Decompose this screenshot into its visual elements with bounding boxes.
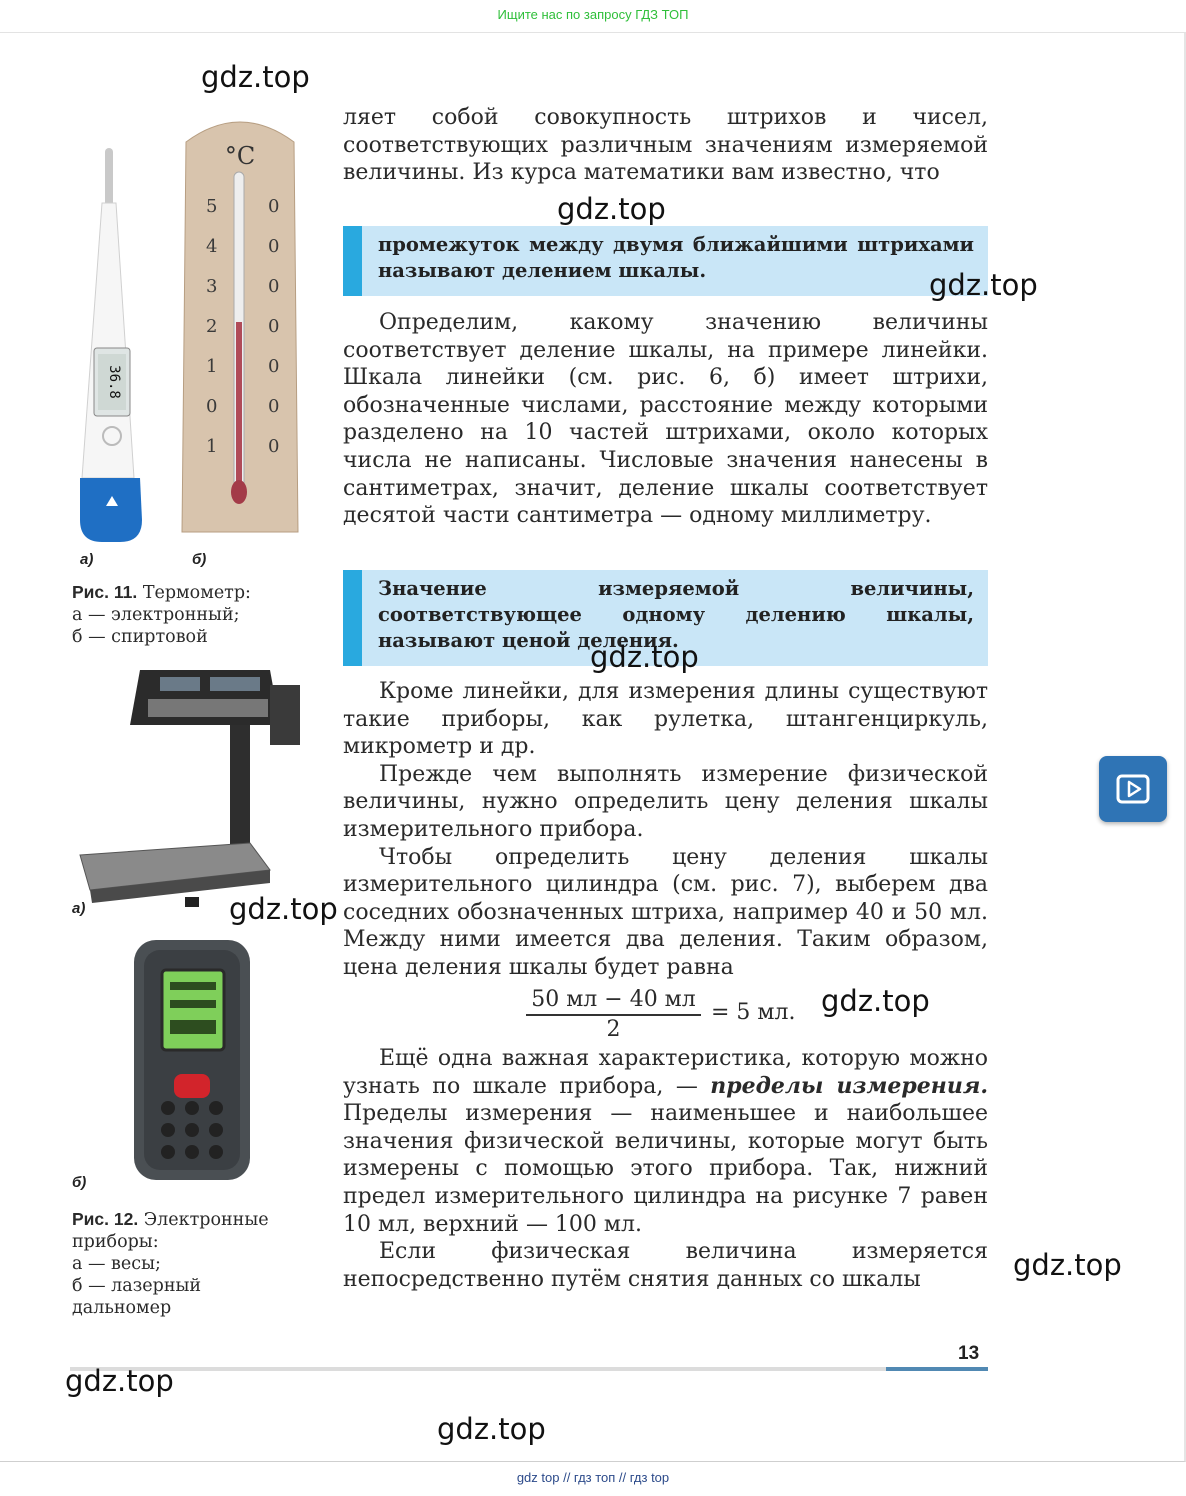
scale-label: 5: [206, 196, 218, 217]
fig12-caption-title2: приборы:: [72, 1232, 159, 1252]
fig11-sub-b: б): [192, 551, 207, 568]
footer-rule-accent: [886, 1367, 988, 1371]
scale-label: 3: [206, 276, 218, 297]
page-number: 13: [958, 1343, 980, 1364]
scale-label: 0: [206, 396, 218, 417]
watermark: gdz.top: [437, 1412, 546, 1446]
watermark: gdz.top: [229, 892, 338, 926]
watermark: gdz.top: [929, 268, 1038, 302]
svg-text:0: 0: [268, 396, 280, 417]
paragraphs-3-5: [343, 678, 988, 982]
footer-links[interactable]: gdz top // гдз топ // гдз top: [516, 1470, 670, 1485]
fig11-caption-label: Рис. 11.: [72, 582, 138, 602]
fig11-caption: [72, 581, 251, 648]
definition-box-division: промежуток между двумя ближайшими штрихами называют делением шкалы.: [343, 226, 988, 296]
watermark: gdz.top: [821, 984, 930, 1018]
celsius-label: °C: [224, 142, 256, 170]
term-measurement-limits: пределы измерения.: [710, 1072, 988, 1099]
scale-label: 2: [206, 316, 218, 337]
watermark: gdz.top: [1013, 1248, 1122, 1282]
paragraph-7: Если физическая величина измеряется непосредственно путём снятия данных со шкалы: [343, 1239, 988, 1292]
definition-box-division-value: Значение измеряемой величины, соответствующее одному делению шкалы, называют ценой деления.: [343, 570, 988, 666]
laser-rangefinder-image: [128, 936, 256, 1186]
fig12-caption-label: Рис. 12.: [72, 1209, 139, 1229]
scale-label: 1: [206, 436, 218, 457]
watermark: gdz.top: [201, 60, 310, 94]
fig12-caption-b2: дальномер: [72, 1298, 172, 1318]
watermark: gdz.top: [65, 1364, 174, 1398]
fig12-caption-a: а — весы;: [72, 1254, 161, 1274]
fig11-sub-a: а): [80, 551, 94, 568]
play-icon: [1116, 774, 1150, 804]
formula-denominator: 2: [606, 1017, 621, 1042]
footer-rule: [70, 1367, 886, 1371]
svg-text:0: 0: [268, 196, 280, 217]
scale-label: 1: [206, 356, 218, 377]
video-play-button[interactable]: [1099, 756, 1167, 822]
formula-numerator: 50 мл − 40 мл: [526, 987, 701, 1016]
svg-text:0: 0: [268, 436, 280, 457]
fig11-caption-a: а — электронный;: [72, 605, 240, 625]
fig12-caption: [72, 1208, 269, 1319]
svg-text:0: 0: [268, 356, 280, 377]
electronic-thermometer-image: [72, 148, 152, 544]
paragraph-4: Прежде чем выполнять измерение физической величины, нужно определить цену деления шкалы измерительного прибора.: [343, 761, 988, 842]
watermark: gdz.top: [590, 640, 699, 674]
paragraph-3: Кроме линейки, для измерения длины существуют такие приборы, как рулетка, штангенциркуль, микрометр и др.: [343, 679, 988, 760]
lcd-reading: 36.8: [106, 365, 122, 399]
top-banner[interactable]: Ищите нас по запросу ГДЗ ТОП: [497, 7, 689, 22]
paragraphs-6-7: [343, 1045, 988, 1293]
paragraph-2: Определим, какому значению величины соответствует деление шкалы, на примере линейки. Шкала линейки (см. рис. 6, б) имеет штрихи, обозначенные числами, расстояние между которыми разделено на 10 частей штрихами, около которых числа не написаны. Числовые значения нанесены в сантиметрах, значит, деление шкалы соответствует десятой части сантиметра — одному миллиметру.: [343, 310, 988, 529]
paragraph-1: ляет собой совокупность штрихов и чисел, соответствующих различным значениям измеряемой величины. Из курса математики вам известно, что: [343, 105, 988, 186]
alcohol-thermometer-image: [180, 112, 300, 544]
electronic-scales-image: [70, 665, 310, 915]
formula-result: = 5 мл.: [711, 1000, 796, 1025]
watermark: gdz.top: [557, 192, 666, 226]
fig12-sub-a: а): [72, 900, 86, 917]
svg-text:0: 0: [268, 276, 280, 297]
scale-label: 4: [206, 236, 218, 257]
fig12-caption-title: Электронные: [143, 1210, 269, 1230]
svg-text:0: 0: [268, 316, 280, 337]
paragraph-5: Чтобы определить цену деления шкалы измерительного цилиндра (см. рис. 7), выберем два соседних обозначенных штриха, например 40 и 50 мл. Между ними имеется два деления. Таким образом, цена деления шкалы будет равна: [343, 844, 988, 980]
paragraph-6: Ещё одна важная характеристика, которую можно узнать по шкале прибора, — пределы измерения. Пределы измерения — наименьшее и наибольшее значения физической величины, которые могут быть измерены с помощью этого прибора. Так, нижний предел измерительного цилиндра на рисунке 7 равен 10 мл, верхний — 100 мл.: [343, 1046, 988, 1237]
fig11-caption-b: б — спиртовой: [72, 627, 208, 647]
fig11-caption-title: Термометр:: [142, 583, 251, 603]
svg-text:0: 0: [268, 236, 280, 257]
fig12-caption-b: б — лазерный: [72, 1276, 202, 1296]
fig12-sub-b: б): [72, 1174, 87, 1191]
